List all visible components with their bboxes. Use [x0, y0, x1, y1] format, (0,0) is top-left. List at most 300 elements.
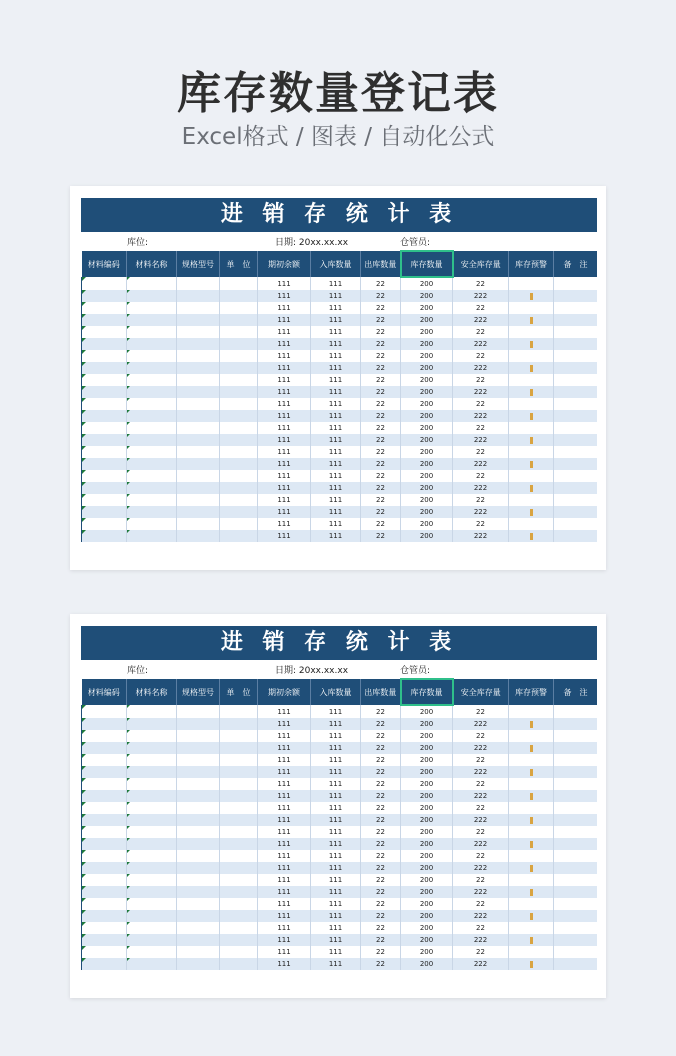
table-cell[interactable]: 222 [453, 934, 509, 946]
table-cell[interactable] [220, 850, 258, 862]
table-cell[interactable]: 22 [453, 778, 509, 790]
table-cell[interactable]: 200 [401, 386, 453, 398]
table-cell[interactable] [177, 422, 220, 434]
table-cell[interactable]: 111 [311, 874, 361, 886]
table-cell[interactable] [127, 338, 177, 350]
table-cell[interactable] [177, 934, 220, 946]
table-cell[interactable] [177, 922, 220, 934]
table-cell[interactable] [220, 494, 258, 506]
table-cell[interactable]: 111 [258, 302, 311, 314]
table-cell[interactable] [127, 314, 177, 326]
table-cell[interactable]: 222 [453, 410, 509, 422]
table-cell[interactable]: 222 [453, 530, 509, 542]
table-cell[interactable]: 200 [401, 705, 453, 718]
table-cell[interactable]: 22 [361, 446, 401, 458]
table-cell[interactable]: 111 [258, 886, 311, 898]
table-cell[interactable] [509, 398, 554, 410]
table-cell[interactable] [554, 910, 598, 922]
table-cell[interactable] [554, 934, 598, 946]
table-cell[interactable] [554, 422, 598, 434]
table-cell[interactable]: 111 [258, 946, 311, 958]
table-cell[interactable] [509, 778, 554, 790]
table-cell[interactable]: 22 [361, 814, 401, 826]
table-cell[interactable] [177, 850, 220, 862]
table-cell[interactable] [127, 826, 177, 838]
table-cell[interactable]: 22 [361, 742, 401, 754]
table-cell[interactable]: 200 [401, 470, 453, 482]
table-cell[interactable]: 222 [453, 862, 509, 874]
table-cell[interactable] [220, 362, 258, 374]
table-cell[interactable] [82, 326, 127, 338]
table-cell[interactable] [554, 446, 598, 458]
table-cell[interactable]: 22 [361, 506, 401, 518]
table-cell[interactable] [554, 946, 598, 958]
table-cell[interactable]: 200 [401, 718, 453, 730]
table-cell[interactable]: 200 [401, 850, 453, 862]
table-cell[interactable]: 200 [401, 922, 453, 934]
table-cell[interactable]: 111 [258, 730, 311, 742]
table-cell[interactable]: 200 [401, 862, 453, 874]
table-cell[interactable]: 200 [401, 814, 453, 826]
table-cell[interactable] [177, 446, 220, 458]
table-cell[interactable]: 200 [401, 326, 453, 338]
table-cell[interactable] [554, 302, 598, 314]
table-cell[interactable] [177, 350, 220, 362]
table-cell[interactable]: 111 [258, 718, 311, 730]
table-cell[interactable] [509, 530, 554, 542]
table-cell[interactable]: 111 [258, 862, 311, 874]
table-cell[interactable] [82, 754, 127, 766]
table-cell[interactable] [82, 814, 127, 826]
table-cell[interactable] [177, 886, 220, 898]
table-cell[interactable] [554, 386, 598, 398]
table-cell[interactable] [509, 826, 554, 838]
table-cell[interactable] [509, 946, 554, 958]
table-cell[interactable]: 111 [311, 778, 361, 790]
table-cell[interactable]: 111 [311, 826, 361, 838]
column-header[interactable]: 期初余额 [258, 251, 311, 277]
table-cell[interactable]: 22 [361, 458, 401, 470]
table-cell[interactable]: 111 [258, 470, 311, 482]
table-cell[interactable] [554, 434, 598, 446]
table-cell[interactable] [554, 826, 598, 838]
table-cell[interactable]: 111 [258, 705, 311, 718]
table-cell[interactable] [127, 766, 177, 778]
table-cell[interactable] [127, 934, 177, 946]
table-cell[interactable] [127, 482, 177, 494]
table-cell[interactable]: 22 [453, 494, 509, 506]
table-cell[interactable] [509, 874, 554, 886]
table-cell[interactable] [177, 470, 220, 482]
table-cell[interactable] [82, 398, 127, 410]
table-cell[interactable]: 200 [401, 874, 453, 886]
table-cell[interactable]: 22 [361, 898, 401, 910]
table-cell[interactable] [554, 470, 598, 482]
table-cell[interactable] [127, 290, 177, 302]
table-cell[interactable]: 22 [453, 446, 509, 458]
table-cell[interactable]: 111 [311, 910, 361, 922]
column-header[interactable]: 备 注 [554, 679, 598, 705]
table-cell[interactable] [220, 934, 258, 946]
table-cell[interactable] [127, 277, 177, 290]
table-cell[interactable]: 200 [401, 410, 453, 422]
table-cell[interactable] [127, 898, 177, 910]
table-cell[interactable] [177, 434, 220, 446]
table-cell[interactable]: 111 [258, 802, 311, 814]
table-cell[interactable] [220, 730, 258, 742]
table-cell[interactable] [177, 826, 220, 838]
table-cell[interactable] [220, 778, 258, 790]
table-cell[interactable] [127, 814, 177, 826]
table-cell[interactable] [127, 506, 177, 518]
table-cell[interactable]: 22 [361, 838, 401, 850]
table-cell[interactable] [127, 518, 177, 530]
table-cell[interactable] [554, 458, 598, 470]
table-cell[interactable] [509, 862, 554, 874]
table-cell[interactable] [554, 530, 598, 542]
table-cell[interactable]: 200 [401, 374, 453, 386]
table-cell[interactable] [554, 898, 598, 910]
table-cell[interactable] [220, 506, 258, 518]
table-cell[interactable] [220, 874, 258, 886]
table-cell[interactable] [127, 350, 177, 362]
table-cell[interactable] [177, 482, 220, 494]
table-cell[interactable]: 111 [258, 362, 311, 374]
column-header[interactable]: 出库数量 [361, 251, 401, 277]
table-cell[interactable]: 200 [401, 398, 453, 410]
table-cell[interactable]: 22 [453, 398, 509, 410]
table-cell[interactable] [127, 886, 177, 898]
table-cell[interactable]: 222 [453, 886, 509, 898]
table-cell[interactable]: 200 [401, 742, 453, 754]
table-cell[interactable]: 222 [453, 766, 509, 778]
table-cell[interactable] [220, 814, 258, 826]
table-cell[interactable] [177, 302, 220, 314]
table-cell[interactable]: 22 [361, 766, 401, 778]
table-cell[interactable]: 22 [361, 705, 401, 718]
table-cell[interactable]: 22 [361, 290, 401, 302]
table-cell[interactable]: 111 [258, 458, 311, 470]
table-cell[interactable] [177, 742, 220, 754]
table-cell[interactable]: 111 [258, 790, 311, 802]
table-cell[interactable] [177, 778, 220, 790]
table-cell[interactable]: 22 [361, 922, 401, 934]
table-cell[interactable]: 22 [453, 705, 509, 718]
table-cell[interactable] [554, 362, 598, 374]
table-cell[interactable]: 111 [258, 338, 311, 350]
table-cell[interactable] [177, 518, 220, 530]
table-cell[interactable] [554, 506, 598, 518]
table-cell[interactable]: 22 [453, 277, 509, 290]
table-cell[interactable]: 200 [401, 886, 453, 898]
table-cell[interactable]: 22 [453, 518, 509, 530]
table-cell[interactable]: 22 [361, 386, 401, 398]
table-cell[interactable] [220, 326, 258, 338]
table-cell[interactable] [509, 766, 554, 778]
table-cell[interactable] [220, 374, 258, 386]
table-cell[interactable] [220, 410, 258, 422]
table-cell[interactable]: 22 [453, 850, 509, 862]
table-cell[interactable] [554, 886, 598, 898]
table-cell[interactable] [554, 326, 598, 338]
table-cell[interactable]: 111 [311, 898, 361, 910]
table-cell[interactable] [509, 705, 554, 718]
table-cell[interactable] [509, 290, 554, 302]
table-cell[interactable] [554, 482, 598, 494]
table-cell[interactable] [82, 826, 127, 838]
table-cell[interactable] [554, 754, 598, 766]
table-cell[interactable] [177, 862, 220, 874]
table-cell[interactable] [554, 718, 598, 730]
table-cell[interactable] [127, 470, 177, 482]
table-cell[interactable] [177, 362, 220, 374]
table-cell[interactable]: 22 [361, 314, 401, 326]
table-cell[interactable]: 200 [401, 530, 453, 542]
table-cell[interactable] [82, 386, 127, 398]
table-cell[interactable] [177, 814, 220, 826]
table-cell[interactable]: 22 [361, 398, 401, 410]
table-cell[interactable] [82, 742, 127, 754]
table-cell[interactable] [509, 362, 554, 374]
table-cell[interactable]: 222 [453, 742, 509, 754]
table-cell[interactable] [509, 314, 554, 326]
column-header[interactable]: 入库数量 [311, 251, 361, 277]
table-cell[interactable] [509, 506, 554, 518]
table-cell[interactable] [509, 350, 554, 362]
table-cell[interactable] [220, 434, 258, 446]
table-cell[interactable] [82, 482, 127, 494]
table-cell[interactable] [82, 494, 127, 506]
table-cell[interactable] [220, 946, 258, 958]
table-cell[interactable] [554, 850, 598, 862]
column-header[interactable]: 安全库存量 [453, 251, 509, 277]
table-cell[interactable]: 111 [258, 386, 311, 398]
table-cell[interactable] [220, 518, 258, 530]
table-cell[interactable] [554, 494, 598, 506]
table-cell[interactable] [127, 778, 177, 790]
table-cell[interactable]: 200 [401, 314, 453, 326]
table-cell[interactable]: 200 [401, 434, 453, 446]
table-cell[interactable]: 222 [453, 314, 509, 326]
table-cell[interactable]: 111 [258, 910, 311, 922]
table-cell[interactable]: 22 [361, 410, 401, 422]
table-cell[interactable] [82, 922, 127, 934]
table-cell[interactable] [82, 910, 127, 922]
table-cell[interactable]: 22 [361, 518, 401, 530]
table-cell[interactable] [509, 886, 554, 898]
table-cell[interactable]: 200 [401, 302, 453, 314]
table-cell[interactable]: 200 [401, 482, 453, 494]
table-cell[interactable] [509, 374, 554, 386]
table-cell[interactable] [554, 766, 598, 778]
table-cell[interactable] [82, 446, 127, 458]
table-cell[interactable]: 200 [401, 277, 453, 290]
table-cell[interactable]: 111 [311, 850, 361, 862]
table-cell[interactable] [220, 790, 258, 802]
table-cell[interactable]: 200 [401, 338, 453, 350]
column-header[interactable]: 材料名称 [127, 251, 177, 277]
table-cell[interactable]: 22 [361, 826, 401, 838]
table-cell[interactable] [82, 778, 127, 790]
table-cell[interactable]: 111 [258, 277, 311, 290]
table-cell[interactable]: 22 [361, 910, 401, 922]
table-cell[interactable] [127, 874, 177, 886]
table-cell[interactable] [554, 814, 598, 826]
table-cell[interactable]: 200 [401, 350, 453, 362]
table-cell[interactable]: 200 [401, 518, 453, 530]
table-cell[interactable] [509, 814, 554, 826]
table-cell[interactable] [509, 730, 554, 742]
table-cell[interactable]: 22 [361, 946, 401, 958]
table-cell[interactable]: 22 [361, 374, 401, 386]
table-cell[interactable]: 22 [361, 277, 401, 290]
table-cell[interactable] [509, 470, 554, 482]
column-header[interactable]: 期初余额 [258, 679, 311, 705]
column-header[interactable]: 库存数量 [401, 251, 453, 277]
table-cell[interactable]: 111 [258, 934, 311, 946]
table-cell[interactable] [509, 446, 554, 458]
table-cell[interactable] [177, 338, 220, 350]
table-cell[interactable] [177, 458, 220, 470]
table-cell[interactable] [177, 910, 220, 922]
table-cell[interactable]: 222 [453, 718, 509, 730]
table-cell[interactable] [220, 766, 258, 778]
table-cell[interactable] [509, 802, 554, 814]
table-cell[interactable] [177, 506, 220, 518]
column-header[interactable]: 库存预警 [509, 251, 554, 277]
table-cell[interactable] [82, 766, 127, 778]
table-cell[interactable]: 222 [453, 290, 509, 302]
table-cell[interactable]: 22 [361, 350, 401, 362]
table-cell[interactable] [82, 790, 127, 802]
table-cell[interactable] [509, 838, 554, 850]
table-cell[interactable] [220, 826, 258, 838]
table-cell[interactable]: 111 [311, 446, 361, 458]
table-cell[interactable] [82, 886, 127, 898]
column-header[interactable]: 单 位 [220, 251, 258, 277]
table-cell[interactable]: 222 [453, 506, 509, 518]
table-cell[interactable]: 200 [401, 790, 453, 802]
table-cell[interactable]: 111 [258, 874, 311, 886]
table-cell[interactable] [127, 730, 177, 742]
column-header[interactable]: 入库数量 [311, 679, 361, 705]
table-cell[interactable] [127, 850, 177, 862]
table-cell[interactable]: 111 [258, 446, 311, 458]
table-cell[interactable]: 222 [453, 338, 509, 350]
table-cell[interactable]: 22 [361, 850, 401, 862]
table-cell[interactable] [127, 922, 177, 934]
column-header[interactable]: 材料编码 [82, 679, 127, 705]
table-cell[interactable] [127, 862, 177, 874]
table-cell[interactable] [177, 730, 220, 742]
table-cell[interactable]: 22 [361, 434, 401, 446]
table-cell[interactable] [220, 398, 258, 410]
table-cell[interactable]: 111 [258, 494, 311, 506]
table-cell[interactable] [509, 910, 554, 922]
table-cell[interactable]: 111 [311, 754, 361, 766]
table-cell[interactable] [220, 470, 258, 482]
table-cell[interactable]: 222 [453, 790, 509, 802]
table-cell[interactable]: 22 [361, 958, 401, 970]
table-cell[interactable] [509, 410, 554, 422]
table-cell[interactable]: 111 [311, 718, 361, 730]
table-cell[interactable] [82, 850, 127, 862]
table-cell[interactable] [127, 718, 177, 730]
table-cell[interactable]: 111 [258, 422, 311, 434]
table-cell[interactable]: 200 [401, 458, 453, 470]
table-cell[interactable] [82, 277, 127, 290]
table-cell[interactable] [82, 874, 127, 886]
table-cell[interactable]: 111 [311, 302, 361, 314]
table-cell[interactable] [82, 862, 127, 874]
table-cell[interactable] [127, 326, 177, 338]
table-cell[interactable] [177, 410, 220, 422]
table-cell[interactable]: 111 [311, 434, 361, 446]
table-cell[interactable] [177, 277, 220, 290]
table-cell[interactable]: 22 [453, 730, 509, 742]
table-cell[interactable] [554, 802, 598, 814]
table-cell[interactable]: 200 [401, 934, 453, 946]
table-cell[interactable] [177, 766, 220, 778]
table-cell[interactable] [554, 290, 598, 302]
table-cell[interactable] [127, 458, 177, 470]
table-cell[interactable]: 111 [311, 922, 361, 934]
table-cell[interactable]: 111 [311, 338, 361, 350]
table-cell[interactable] [177, 898, 220, 910]
table-cell[interactable] [177, 494, 220, 506]
table-cell[interactable] [220, 886, 258, 898]
column-header[interactable]: 出库数量 [361, 679, 401, 705]
table-cell[interactable] [127, 494, 177, 506]
table-cell[interactable] [509, 277, 554, 290]
table-cell[interactable]: 200 [401, 362, 453, 374]
table-cell[interactable]: 22 [453, 898, 509, 910]
table-cell[interactable] [509, 742, 554, 754]
table-cell[interactable]: 22 [453, 326, 509, 338]
table-cell[interactable]: 200 [401, 958, 453, 970]
table-cell[interactable] [82, 458, 127, 470]
table-cell[interactable]: 22 [361, 422, 401, 434]
table-cell[interactable]: 111 [311, 398, 361, 410]
table-cell[interactable] [220, 802, 258, 814]
table-cell[interactable] [82, 302, 127, 314]
table-cell[interactable]: 111 [311, 934, 361, 946]
table-cell[interactable]: 222 [453, 482, 509, 494]
table-cell[interactable]: 200 [401, 766, 453, 778]
table-cell[interactable]: 22 [361, 494, 401, 506]
table-cell[interactable]: 22 [361, 362, 401, 374]
table-cell[interactable] [82, 362, 127, 374]
table-cell[interactable]: 111 [258, 398, 311, 410]
table-cell[interactable] [127, 362, 177, 374]
table-cell[interactable]: 111 [258, 482, 311, 494]
table-cell[interactable] [220, 338, 258, 350]
table-cell[interactable] [127, 530, 177, 542]
table-cell[interactable] [509, 850, 554, 862]
table-cell[interactable]: 22 [361, 802, 401, 814]
table-cell[interactable]: 200 [401, 494, 453, 506]
table-cell[interactable] [220, 838, 258, 850]
table-cell[interactable] [127, 398, 177, 410]
table-cell[interactable]: 111 [258, 898, 311, 910]
table-cell[interactable]: 200 [401, 898, 453, 910]
column-header[interactable]: 安全库存量 [453, 679, 509, 705]
table-cell[interactable] [554, 922, 598, 934]
table-cell[interactable] [82, 530, 127, 542]
table-cell[interactable] [127, 742, 177, 754]
table-cell[interactable]: 200 [401, 730, 453, 742]
table-cell[interactable]: 222 [453, 458, 509, 470]
